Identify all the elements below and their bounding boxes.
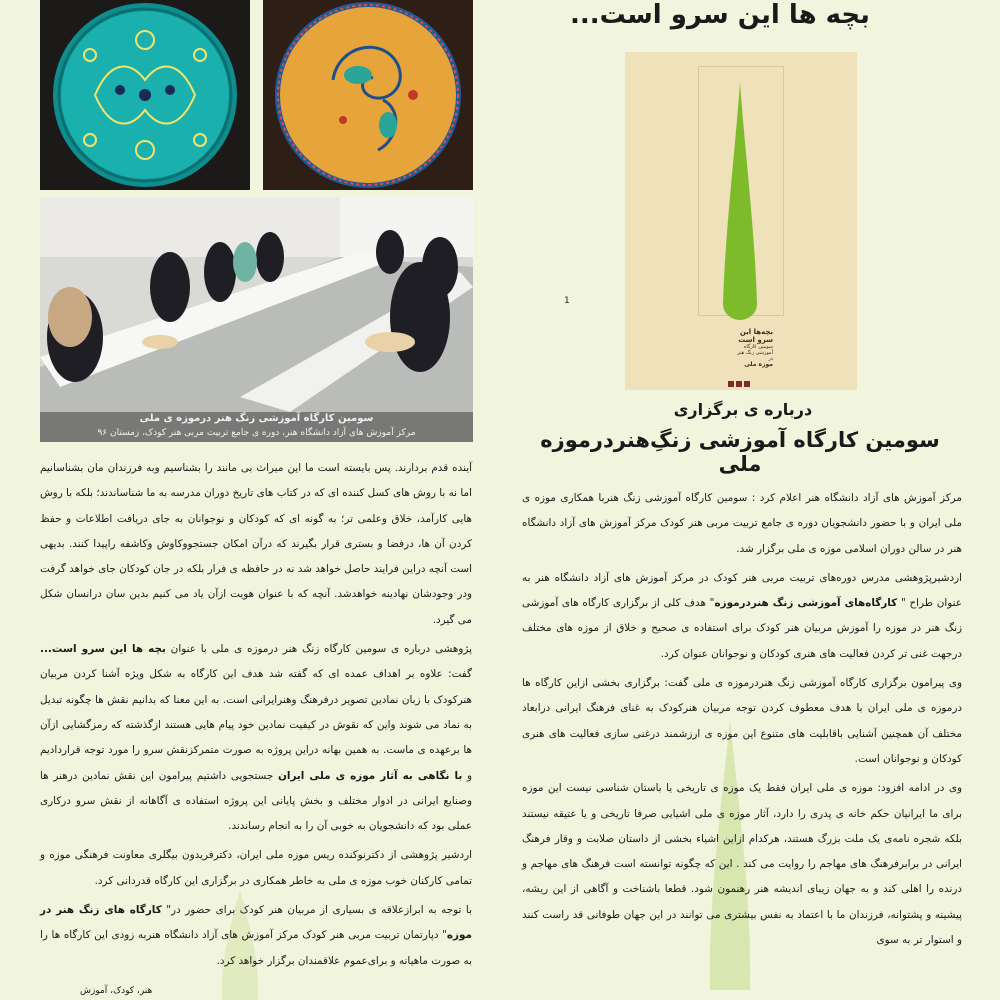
paragraph: اردشیر پژوهشی از دکترنوکنده ریس موزه ملی ایران، دکترفريدون بيگلری معاونت فرهنگی موزه و تمامی کارکنان خوب موزه ی ملی به خاطر همکاری در برگزاری این کارگاه قدردانی کرد. xyxy=(40,849,472,887)
poster-logos xyxy=(728,372,774,380)
event-poster xyxy=(625,52,857,390)
subheading-workshop-title: سومین کارگاه آموزشی زنگِ‌هنردرموزه ملی xyxy=(540,428,940,476)
teal-painted-plate-photo xyxy=(40,0,250,190)
paragraph: پژوهشی درباره ی سومین کارگاه زنگ هنر درموزه ی ملی با عنوان بچه ها این سرو است... گفت: علاوه بر اهداف عمده ای که گفته شد هدف این کارگاه به شکل ویژه آشنا کردن مربیان هنرکودک با زبان نمادین تصویر درفرهنگ وهنرایرانی است. به این معنا که بدانیم نقش ها چگونه تبدیل به نماد می شوند واین که نقوش در کیفیت نمادین خود پیام هایی هستند ازگذشته که رمزگشایی ازآن ها برعهده ی ماست. به همین بهانه دراین پروژه به صورت متمرکزنقش سرو را مورد توجه قرارداديم و با نگاهی به آثار موزه ی ملی ایران جستجویی داشتیم پیرامون این نقش نمادین درهنر ها وصنایع ایرانی در ادوار مختلف و بخش پایانی این پروژه استفاده ی آگاهانه از نقش سرو درکاری عملی بود که دانشجویان به خوبی آن را به انجام رساندند. xyxy=(40,643,472,833)
page-number: 1 xyxy=(564,296,570,306)
workshop-classroom-photo xyxy=(40,197,473,442)
page-title: بچه ها این سرو است... xyxy=(570,0,870,30)
right-column-body xyxy=(522,486,962,957)
paragraph: اردشیرپژوهشی مدرس دوره‌های تربیت مربی هنر کودک در مرکز آموزش های آزاد دانشگاه هنر به عنوان طراح " کارگاه‌های آموزشی زنگ هنردرموزه" هدف کلی از برگزاری کارگاه های آموزشی زنگ هنر در موزه را آموزش مربیان هنر کودک برای استفاده ی صحیح و خلاق از موزه های مختلف درجهت غنی تر کردن فعالیت های هنری کودکان و نوجوانان عنوان کرد. xyxy=(522,571,962,660)
photo-caption: سومین کارگاه آموزشی زنگ هنر درموزه ی ملی مرکز آموزش های آزاد دانشگاه هنر، دوره ی جامع تربیت مربی هنر کودک، زمستان ۹۶ xyxy=(40,412,473,442)
poster-text: بچه‌ها این سرو است سومین کارگاه آموزشی زنگ هنر در موزه ملی xyxy=(737,328,773,368)
cypress-tree-icon xyxy=(715,82,765,322)
left-column-body xyxy=(40,456,472,978)
article-tags: هنر، کودک، آموزش xyxy=(80,986,153,996)
paragraph: وی در ادامه افزود: موزه ی ملی ایران فقط یک موزه ی تاریخی یا باستان شناسی نیست این موزه برای ما ایرانیان حکم خانه ی پدری را دارد، آثار موزه ی ملی اشیایی صرفا تاریخی و یا عتیقه نیستند بلکه شجره نامه‌ی یک ملت بزرگ هستند، هرکدام ازاین اشیاء بخشی از داستان صلابت و وقار فرهنگ ایرانی در برابرفرهنگ های مهاجم را روایت می کند . این که چگونه توانسته است فرهنگ های مهاجم و درنده را اهلی کند و به جهان زیبای اندیشه هنر رهنمون شود. قطعا باشناخت و آگاهی از این ریشه، پیشینه و پشتوانه، فرزندان ما با اعتماد به نفس بیشتری می توانند در این جهان طوفانی قد راست کنند و استوار تر به سوی xyxy=(522,782,962,947)
orange-painted-plate-photo xyxy=(263,0,473,190)
paragraph: مرکز آموزش های آزاد دانشگاه هنر اعلام کرد : سومین کارگاه آموزشی زنگ هنربا همکاری موزه ی ملی ایران و با حضور دانشجویان دوره ی جامع تربیت مربی هنر کودک مرکز آموزش های آزاد دانشگاه هنر در سالن دوران اسلامی موزه ی ملی برگزار شد. xyxy=(522,492,962,555)
paragraph: با توجه به ابرازعلاقه ی بسیاری از مربیان هنر کودک برای حضور در" کارگاه های زنگ هنر در موزه" دپارتمان تربیت مربی هنر کودک مرکز آموزش های آزاد دانشگاه هنربه زودی این کارگاه ها را به صورت ماهیانه و برای‌عموم علاقمندان برگزار خواهد کرد. xyxy=(40,904,472,967)
paragraph: وی پیرامون برگزاری کارگاه آموزشی زنگ هنردرموزه ی ملی گفت: برگزاری بخشی ازاین کارگاه ها درموزه ی ملی ایران با هدف معطوف کردن توجه مربیان هنرکودک به غنای فرهنگ ایرانی درابعاد مختلف آن همچنین آشنایی باقابلیت های متنوع این موزه ی ارزشمند درغنی سازی فعالیت های هنری کودکان و نوجوانان است. xyxy=(522,677,962,765)
paragraph: آینده قدم بردارند. پس بایسته است ما این میراث بی مانند را بشناسیم وبه فرزندان مان بشناسانیم اما نه با روش های کسل کننده ای که در کتاب های تاریخ دوران مدرسه به ما شناساندند؛ بلکه با روش هایی کارآمد، خلاق وعلمی تر؛ به گونه ای که کودکان و نوجوانان به جای دریافت اطلاعات و حفظ کردن آن ها، درفضا و بستری قرار بگیرند که درآن امکان جستجووکاوش وکاشفه راپیدا کنند. بدیهی است آنچه دراین فرایند حاصل خواهد شد نه در حافظه ی فرار بلکه در جان کودکان جای خواهد گرفت ودر وجودشان نهادینه خواهدشد. آنچه که با عنوان هویت ازآن یاد می کنیم بدین سان درانسان شکل می گیرد. xyxy=(40,462,472,626)
subheading-about: درباره ی برگزاری xyxy=(673,400,813,419)
